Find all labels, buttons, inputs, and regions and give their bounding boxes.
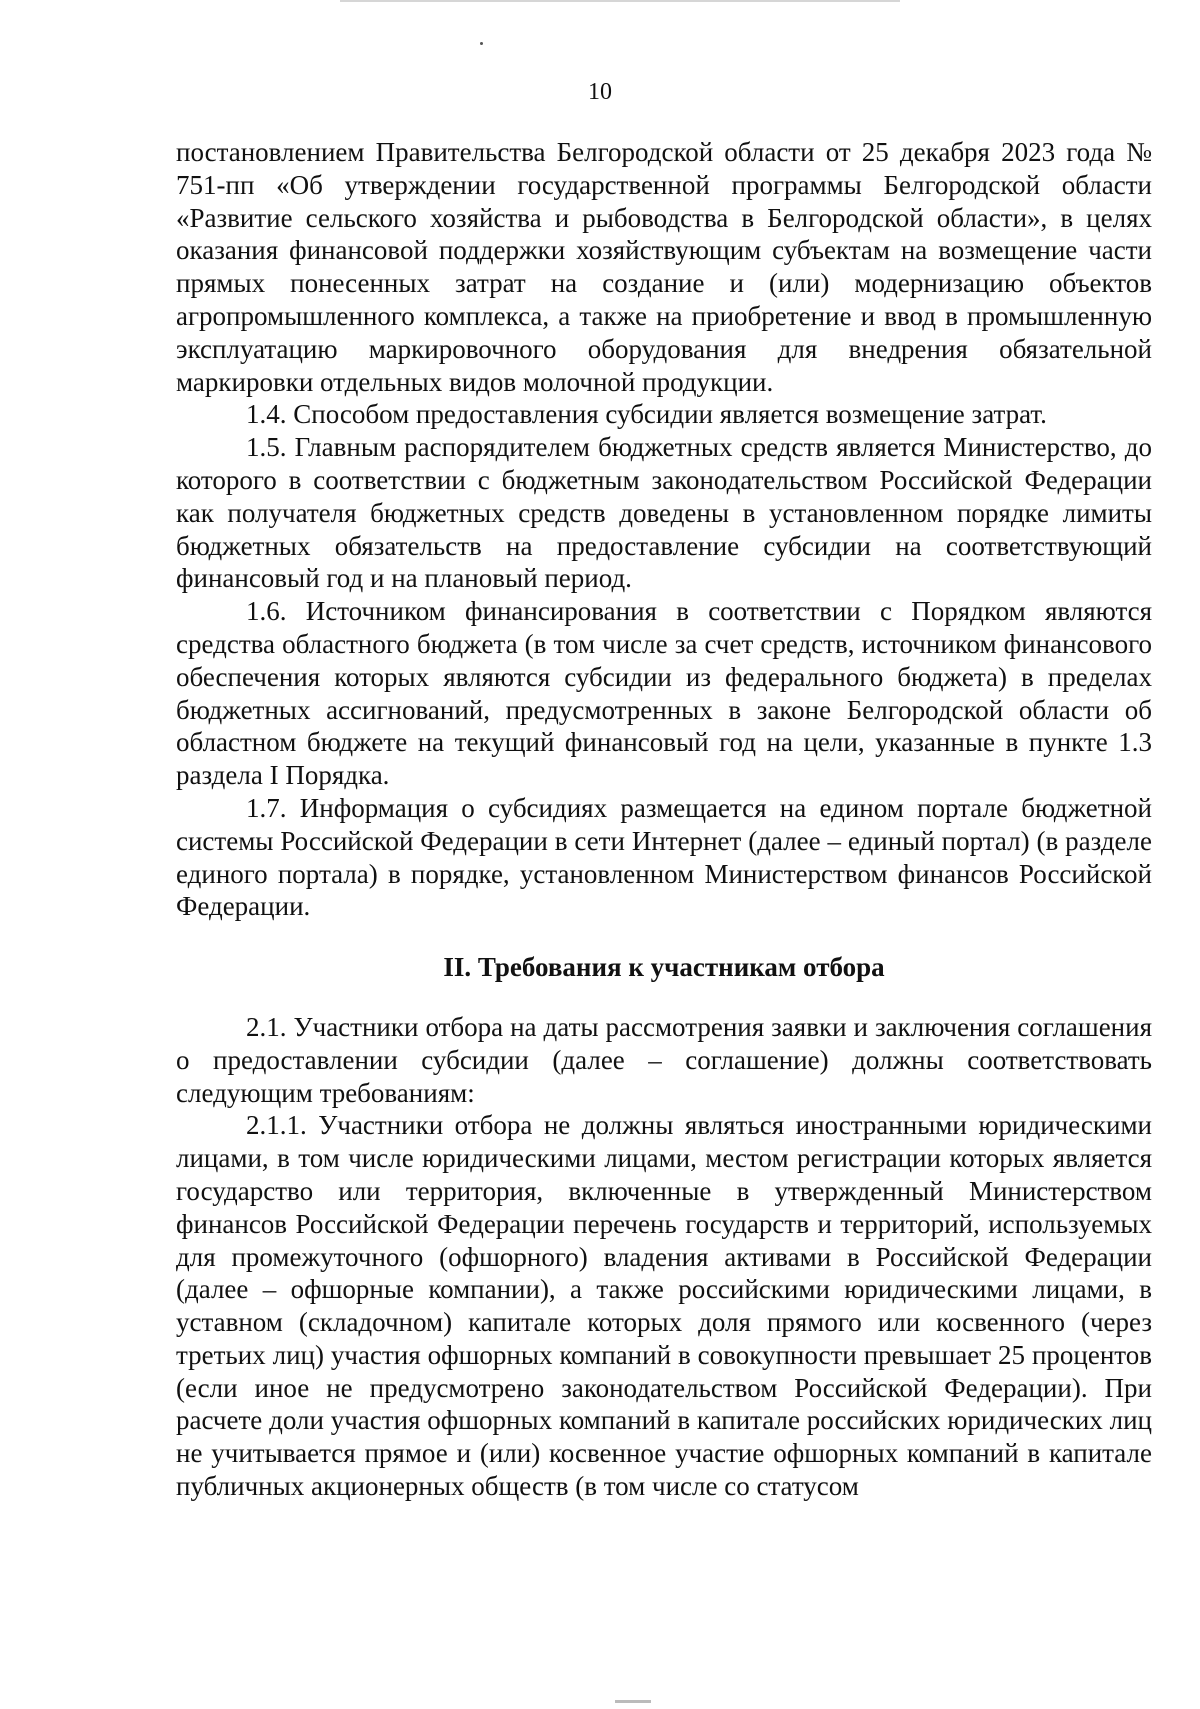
paragraph-2-1-1: 2.1.1. Участники отбора не должны являться иностранными юридическими лицами, в том числе юридическими лицами, местом регистрации которых является государство или территория, включенные в утвержденный Министерством финансов Российской Федерации перечень государств и территорий, используемых для промежуточного (офшорного) владения активами в Российской Федерации (далее – офшорные компании), а также российскими юридическими лицами, в уставном (складочном) капитале которых доля прямого или косвенного (через третьих лиц) участия офшорных компаний в совокупности превышает 25 процентов (если иное не предусмотрено законодательством Российской Федерации). При расчете доли участия офшорных компаний в капитале российских юридических лиц не учитывается прямое и (или) косвенное участие офшорных компаний в капитале публичных акционерных обществ (в том числе со статусом xyxy=(176,1110,1152,1502)
paragraph-continuation: постановлением Правительства Белгородской области от 25 декабря 2023 года № 751-пп «Об утверждении государственной программы Белгородской области «Развитие сельского хозяйства и рыбоводства в Белгородской области», в целях оказания финансовой поддержки хозяйствующим субъектам на возмещение части прямых понесенных затрат на создание и (или) модернизацию объектов агропромышленного комплекса, а также на приобретение и ввод в промышленную эксплуатацию маркировочного оборудования для внедрения обязательной маркировки отдельных видов молочной продукции. xyxy=(176,137,1152,397)
document-body xyxy=(176,136,1152,1503)
section-heading: II. Требования к участникам отбора xyxy=(443,952,885,983)
paragraph-1-5: 1.5. Главным распорядителем бюджетных средств является Министерство, до которого в соответствии с бюджетным законодательством Российской Федерации как получателя бюджетных средств доведены в установленном порядке лимиты бюджетных обязательств на предоставление субсидии на соответствующий финансовый год и на плановый период. xyxy=(176,432,1152,594)
scan-edge-line xyxy=(340,0,900,2)
paragraph-2-1: 2.1. Участники отбора на даты рассмотрения заявки и заключения соглашения о предоставлении субсидии (далее – соглашение) должны соответствовать следующим требованиям: xyxy=(176,1011,1152,1108)
scan-edge-mark xyxy=(615,1700,651,1703)
page-number: 10 xyxy=(588,79,612,105)
paragraph-1-7: 1.7. Информация о субсидиях размещается на едином портале бюджетной системы Российской Федерации в сети Интернет (далее – единый портал) (в разделе единого портала) в порядке, установленном Министерством финансов Российской Федерации. xyxy=(176,792,1152,922)
paragraph-1-6: 1.6. Источником финансирования в соответствии с Порядком являются средства областного бюджета (в том числе за счет средств, источником финансового обеспечения которых являются субсидии из федерального бюджета) в пределах бюджетных ассигнований, предусмотренных в законе Белгородской области об областном бюджете на текущий финансовый год на цели, указанные в пункте 1.3 раздела I Порядка. xyxy=(176,596,1152,791)
scan-speck xyxy=(480,42,483,45)
paragraph-1-4: 1.4. Способом предоставления субсидии является возмещение затрат. xyxy=(246,399,1047,430)
